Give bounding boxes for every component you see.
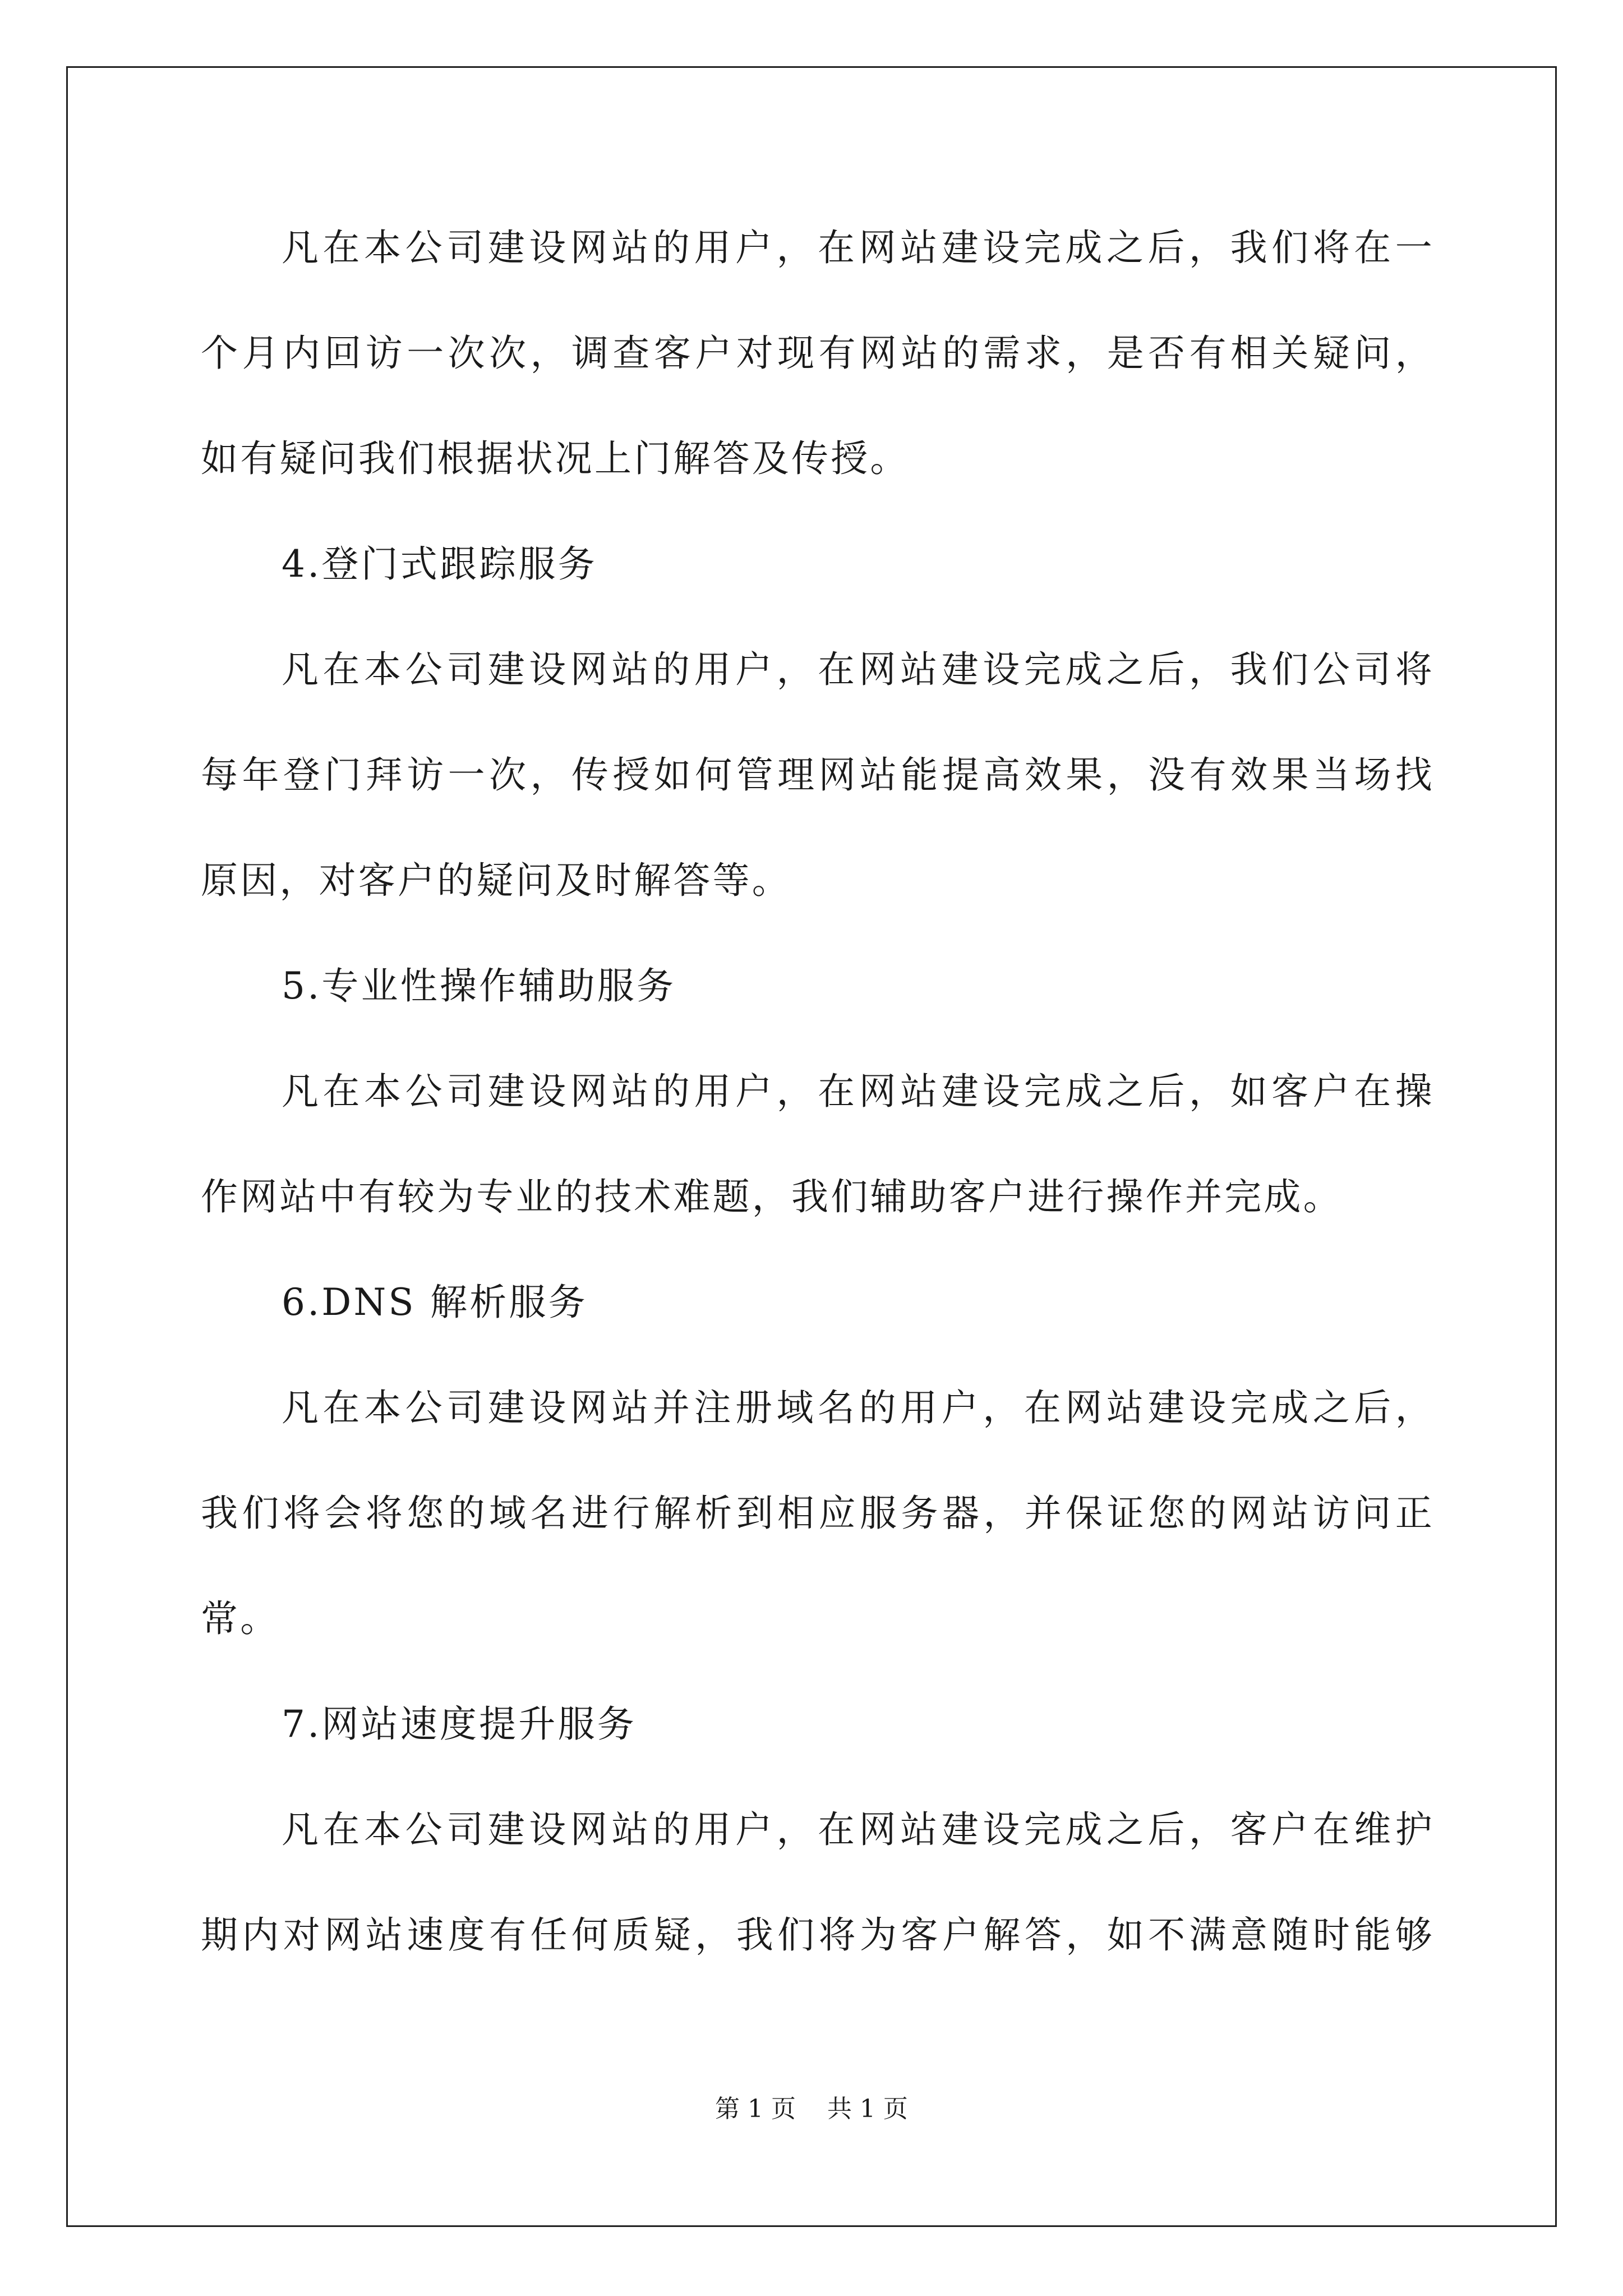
section-heading: 5.专业性操作辅助服务 [282, 964, 676, 1007]
paragraph-line: 凡在本公司建设网站的用户，在网站建设完成之后，我们将在一 [282, 226, 1435, 269]
paragraph-line: 我们将会将您的域名进行解析到相应服务器，并保证您的网站访问正 [201, 1492, 1435, 1535]
page-total: 共 1 页 [827, 2095, 908, 2123]
section-heading: 7.网站速度提升服务 [282, 1703, 637, 1746]
paragraph-line: 原因，对客户的疑问及时解答等。 [201, 859, 791, 902]
paragraph-line: 凡在本公司建设网站的用户，在网站建设完成之后，我们公司将 [282, 648, 1435, 691]
paragraph-line: 凡在本公司建设网站的用户，在网站建设完成之后，如客户在操 [282, 1070, 1435, 1113]
paragraph-line: 如有疑问我们根据状况上门解答及传授。 [201, 437, 910, 480]
page-footer [0, 2092, 1623, 2126]
paragraph-line: 凡在本公司建设网站并注册域名的用户，在网站建设完成之后， [282, 1386, 1435, 1429]
page-number: 第 1 页 [715, 2095, 796, 2123]
section-heading: 4.登门式跟踪服务 [282, 542, 597, 586]
paragraph-line: 凡在本公司建设网站的用户，在网站建设完成之后，客户在维护 [282, 1808, 1435, 1851]
paragraph-line: 常。 [201, 1597, 280, 1640]
paragraph-line: 个月内回访一次次，调查客户对现有网站的需求，是否有相关疑问， [201, 332, 1435, 375]
section-heading: 6.DNS 解析服务 [282, 1281, 588, 1324]
paragraph-line: 期内对网站速度有任何质疑，我们将为客户解答，如不满意随时能够 [201, 1913, 1435, 1957]
paragraph-line: 作网站中有较为专业的技术难题，我们辅助客户进行操作并完成。 [201, 1175, 1343, 1218]
paragraph-line: 每年登门拜访一次，传授如何管理网站能提高效果，没有效果当场找 [201, 753, 1435, 797]
